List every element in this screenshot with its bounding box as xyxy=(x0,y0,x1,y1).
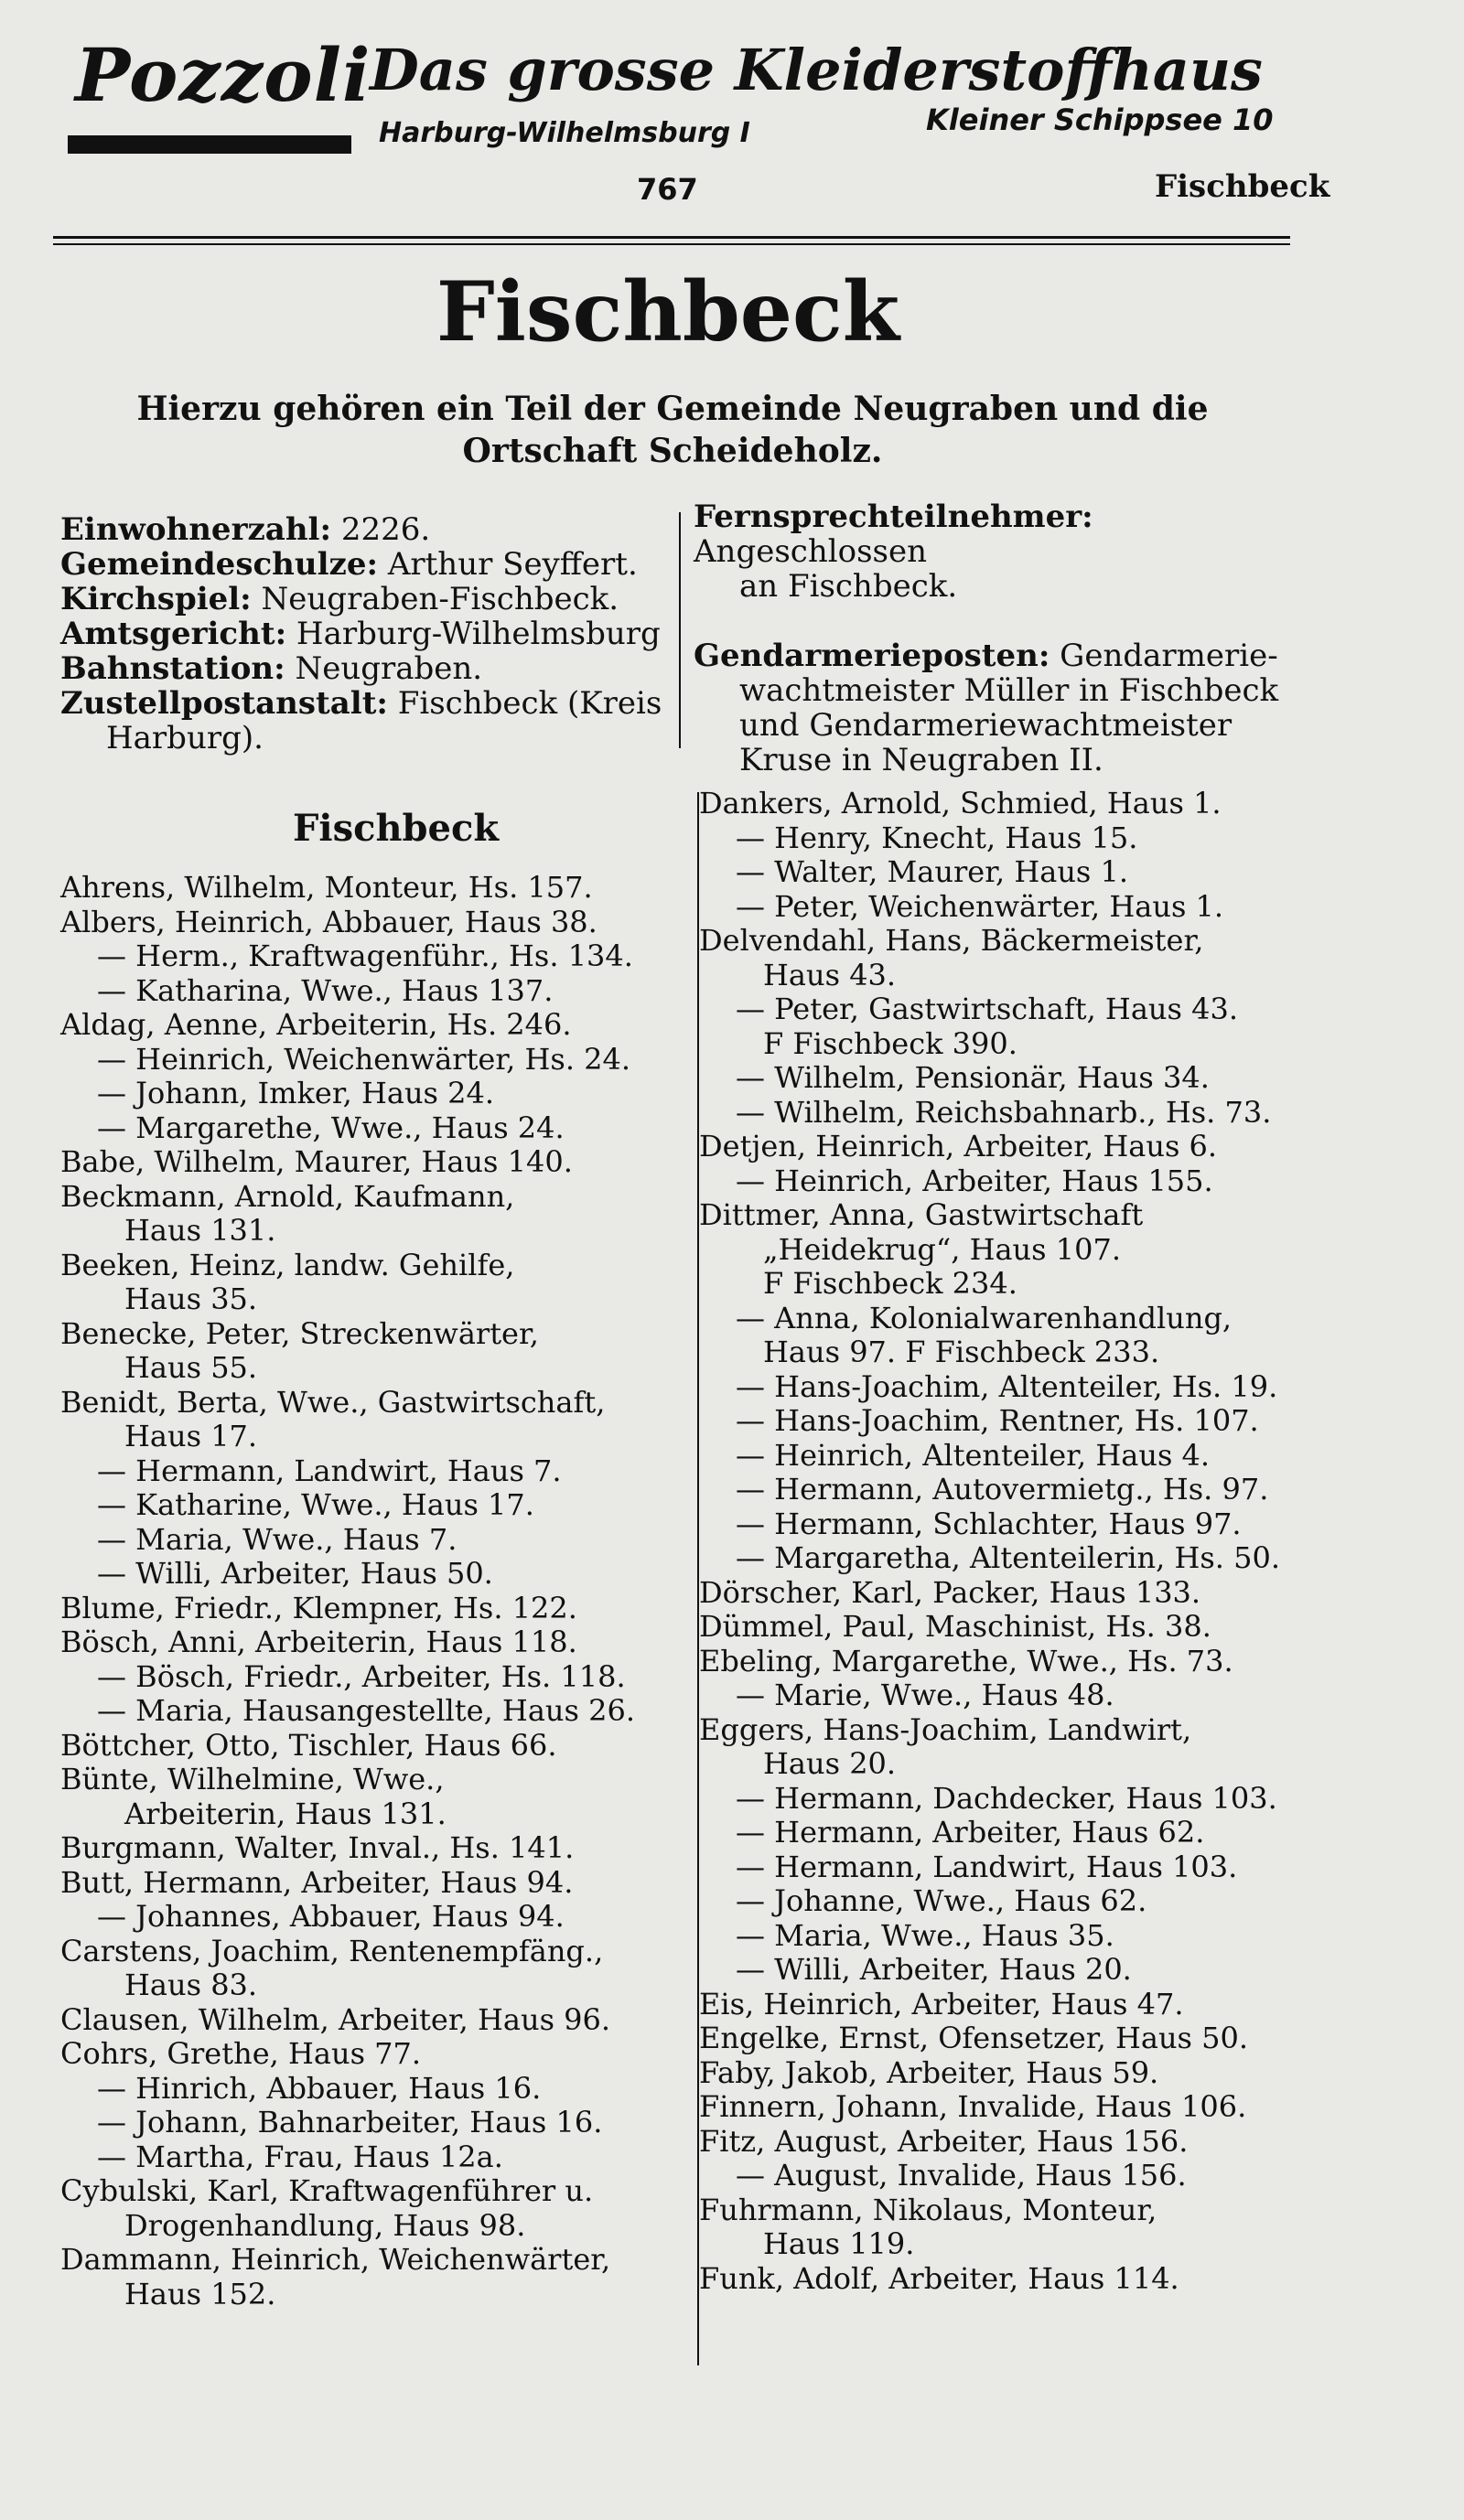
directory-entry: Fuhrmann, Nikolaus, Monteur, xyxy=(699,2192,1157,2227)
info-label: Einwohnerzahl: xyxy=(60,511,332,548)
directory-entry: Aldag, Aenne, Arbeiterin, Hs. 246. xyxy=(60,1007,572,1042)
directory-entry: — Hermann, Landwirt, Haus 103. xyxy=(736,1849,1238,1884)
entry-continuation: Haus 55. xyxy=(124,1350,258,1385)
directory-entry: Butt, Hermann, Arbeiter, Haus 94. xyxy=(60,1864,574,1900)
directory-entry: — Johanne, Wwe., Haus 62. xyxy=(736,1883,1147,1918)
directory-entry: — Johann, Bahnarbeiter, Haus 16. xyxy=(97,2105,603,2139)
directory-entry: Delvendahl, Hans, Bäckermeister, xyxy=(699,923,1204,958)
directory-entry: — Margarethe, Wwe., Haus 24. xyxy=(97,1110,565,1145)
info-line xyxy=(60,686,664,721)
info-value: Neugraben. xyxy=(285,650,483,687)
directory-entry: Albers, Heinrich, Abbauer, Haus 38. xyxy=(60,904,597,939)
directory-entry: — Maria, Wwe., Haus 35. xyxy=(736,1917,1114,1953)
info-value: Arthur Seyffert. xyxy=(378,546,638,583)
directory-entry: — Hermann, Dachdecker, Haus 103. xyxy=(736,1780,1277,1816)
directory-entry: — Hermann, Arbeiter, Haus 62. xyxy=(736,1815,1205,1850)
entry-continuation: Drogenhandlung, Haus 98. xyxy=(124,2207,526,2243)
entry-continuation: F Fischbeck 234. xyxy=(763,1266,1017,1301)
directory-entry: — August, Invalide, Haus 156. xyxy=(736,2158,1187,2193)
directory-entry: Eggers, Hans-Joachim, Landwirt, xyxy=(699,1711,1192,1747)
directory-entry: Faby, Jakob, Arbeiter, Haus 59. xyxy=(699,2054,1159,2090)
ad-brand-name: Pozzoli xyxy=(75,32,371,118)
directory-entry: Bösch, Anni, Arbeiterin, Haus 118. xyxy=(60,1625,577,1659)
entry-continuation: Haus 35. xyxy=(124,1281,258,1316)
directory-entry: — Walter, Maurer, Haus 1. xyxy=(736,854,1129,889)
directory-entry: Benidt, Berta, Wwe., Gastwirtschaft, xyxy=(60,1384,606,1420)
directory-entry: Dammann, Heinrich, Weichenwärter, xyxy=(60,2242,611,2277)
directory-entry: — Wilhelm, Reichsbahnarb., Hs. 73. xyxy=(736,1094,1272,1130)
header-rule-thin xyxy=(53,243,1290,245)
directory-entry: Beckmann, Arnold, Kaufmann, xyxy=(60,1178,515,1214)
directory-entry: Cybulski, Karl, Kraftwagenführer u. xyxy=(60,2173,594,2208)
directory-entry: — Martha, Frau, Haus 12a. xyxy=(97,2139,503,2174)
directory-entry: Benecke, Peter, Streckenwärter, xyxy=(60,1315,539,1351)
directory-entry: — Margaretha, Altenteilerin, Hs. 50. xyxy=(736,1540,1280,1575)
directory-entry: Burgmann, Walter, Inval., Hs. 141. xyxy=(60,1830,575,1865)
info-line xyxy=(60,617,664,651)
directory-entry: Fitz, August, Arbeiter, Haus 156. xyxy=(699,2123,1189,2159)
directory-entry: — Katharine, Wwe., Haus 17. xyxy=(97,1487,534,1522)
info-line xyxy=(60,651,664,686)
info-line xyxy=(60,547,664,582)
info-value: an Fischbeck. xyxy=(739,568,958,605)
directory-entry: Ebeling, Margarethe, Wwe., Hs. 73. xyxy=(699,1643,1233,1678)
info-line xyxy=(60,721,664,756)
section-heading: Fischbeck xyxy=(293,807,500,850)
header-rule xyxy=(53,236,1290,239)
info-value: Kruse in Neugraben II. xyxy=(739,742,1103,778)
directory-entry: — Heinrich, Altenteiler, Haus 4. xyxy=(736,1437,1211,1473)
info-label: Fernsprechteilnehmer: xyxy=(694,499,1093,535)
directory-entry: — Maria, Hausangestellte, Haus 26. xyxy=(97,1693,635,1728)
directory-entry: Carstens, Joachim, Rentenempfäng., xyxy=(60,1933,604,1968)
directory-entry: — Katharina, Wwe., Haus 137. xyxy=(97,972,554,1008)
info-value: Fischbeck (Kreis xyxy=(387,685,662,722)
directory-entry: — Wilhelm, Pensionär, Haus 34. xyxy=(736,1060,1210,1095)
directory-entry: Dörscher, Karl, Packer, Haus 133. xyxy=(699,1574,1201,1610)
directory-entry: Clausen, Wilhelm, Arbeiter, Haus 96. xyxy=(60,2001,611,2037)
directory-entry: — Johannes, Abbauer, Haus 94. xyxy=(97,1899,565,1934)
info-label: Amtsgericht: xyxy=(60,616,287,652)
directory-entry: Beeken, Heinz, landw. Gehilfe, xyxy=(60,1247,515,1282)
column-divider-top xyxy=(679,512,681,748)
info-value: Angeschlossen xyxy=(694,533,927,570)
directory-entry: Cohrs, Grethe, Haus 77. xyxy=(60,2036,422,2071)
info-line xyxy=(694,708,1297,743)
directory-entry: Detjen, Heinrich, Arbeiter, Haus 6. xyxy=(699,1129,1218,1163)
info-line xyxy=(694,638,1297,673)
info-line xyxy=(694,604,1297,638)
page-number: 767 xyxy=(637,172,698,207)
listing-column-left xyxy=(60,871,683,2311)
info-label: Bahnstation: xyxy=(60,650,285,687)
info-value: Gendarmerie- xyxy=(1050,638,1278,674)
page-title: Fischbeck xyxy=(436,263,900,360)
info-line xyxy=(694,569,1297,604)
info-value: 2226. xyxy=(331,511,431,548)
info-value: und Gendarmeriewachtmeister xyxy=(739,707,1233,744)
directory-entry: — Heinrich, Weichenwärter, Hs. 24. xyxy=(97,1041,631,1077)
info-label: Kirchspiel: xyxy=(60,581,252,617)
directory-entry: — Anna, Kolonialwarenhandlung, xyxy=(736,1300,1233,1335)
info-line xyxy=(694,673,1297,708)
info-line xyxy=(60,512,664,547)
info-block-right xyxy=(694,499,1297,777)
directory-entry: — Johann, Imker, Haus 24. xyxy=(97,1076,495,1110)
directory-entry: — Bösch, Friedr., Arbeiter, Hs. 118. xyxy=(97,1658,626,1694)
entry-continuation: F Fischbeck 390. xyxy=(763,1025,1017,1061)
info-value: Harburg-Wilhelmsburg xyxy=(286,616,661,652)
entry-continuation: Arbeiterin, Haus 131. xyxy=(124,1796,447,1831)
directory-entry: — Hinrich, Abbauer, Haus 16. xyxy=(97,2070,542,2106)
directory-entry: Babe, Wilhelm, Maurer, Haus 140. xyxy=(60,1144,573,1179)
info-line xyxy=(694,743,1297,777)
directory-entry: Dittmer, Anna, Gastwirtschaft xyxy=(699,1197,1144,1232)
running-head: Fischbeck xyxy=(1155,168,1330,205)
directory-entry: — Marie, Wwe., Haus 48. xyxy=(736,1678,1114,1712)
directory-entry: Finnern, Johann, Invalide, Haus 106. xyxy=(699,2089,1247,2124)
ad-slogan: Das grosse Kleiderstoffhaus xyxy=(370,37,1263,103)
page-subtitle: Hierzu gehören ein Teil der Gemeinde Neugraben und die Ortschaft Scheideholz. xyxy=(136,390,1209,470)
directory-entry: — Peter, Gastwirtschaft, Haus 43. xyxy=(736,992,1238,1026)
directory-entry: — Herm., Kraftwagenführ., Hs. 134. xyxy=(97,938,633,973)
directory-entry: Engelke, Ernst, Ofensetzer, Haus 50. xyxy=(699,2021,1249,2055)
directory-entry: Böttcher, Otto, Tischler, Haus 66. xyxy=(60,1727,557,1763)
ad-street: Kleiner Schippsee 10 xyxy=(926,102,1274,137)
directory-entry: Eis, Heinrich, Arbeiter, Haus 47. xyxy=(699,1986,1184,2021)
directory-entry: — Peter, Weichenwärter, Haus 1. xyxy=(736,888,1224,924)
entry-continuation: Haus 43. xyxy=(763,957,897,992)
entry-continuation: Haus 97. F Fischbeck 233. xyxy=(763,1335,1160,1369)
entry-continuation: Haus 20. xyxy=(763,1746,897,1781)
directory-entry: — Hans-Joachim, Altenteiler, Hs. 19. xyxy=(736,1368,1278,1404)
directory-entry: Funk, Adolf, Arbeiter, Haus 114. xyxy=(699,2260,1179,2296)
directory-entry: — Willi, Arbeiter, Haus 50. xyxy=(97,1556,493,1591)
info-line xyxy=(60,582,664,617)
entry-continuation: Haus 17. xyxy=(124,1419,258,1453)
info-value: Harburg). xyxy=(106,720,264,756)
directory-entry: — Willi, Arbeiter, Haus 20. xyxy=(736,1952,1132,1987)
info-block-left xyxy=(60,512,664,756)
info-value: wachtmeister Müller in Fischbeck xyxy=(739,672,1279,709)
info-line xyxy=(694,499,1297,569)
info-label: Gendarmerieposten: xyxy=(694,638,1050,674)
info-value: Neugraben-Fischbeck. xyxy=(251,581,619,617)
directory-entry: Bünte, Wilhelmine, Wwe., xyxy=(60,1762,445,1796)
directory-entry: Blume, Friedr., Klempner, Hs. 122. xyxy=(60,1590,577,1625)
info-label: Zustellpostanstalt: xyxy=(60,685,388,722)
directory-entry: — Heinrich, Arbeiter, Haus 155. xyxy=(736,1163,1213,1198)
info-value xyxy=(694,603,704,639)
directory-entry: — Maria, Wwe., Haus 7. xyxy=(97,1521,458,1557)
entry-continuation: Haus 152. xyxy=(124,2276,276,2311)
entry-continuation: Haus 131. xyxy=(124,1213,276,1248)
directory-entry: Dümmel, Paul, Maschinist, Hs. 38. xyxy=(699,1609,1211,1644)
directory-entry: Dankers, Arnold, Schmied, Haus 1. xyxy=(699,786,1222,820)
directory-entry: — Hermann, Autovermietg., Hs. 97. xyxy=(736,1472,1269,1507)
entry-continuation: „Heidekrug“, Haus 107. xyxy=(763,1231,1121,1267)
listing-column-right xyxy=(699,787,1358,2296)
ad-underline-bar xyxy=(68,135,351,154)
directory-entry: — Hans-Joachim, Rentner, Hs. 107. xyxy=(736,1403,1259,1438)
directory-entry: Ahrens, Wilhelm, Monteur, Hs. 157. xyxy=(60,870,593,905)
ad-city: Harburg-Wilhelmsburg I xyxy=(379,117,750,149)
directory-entry: — Henry, Knecht, Haus 15. xyxy=(736,820,1138,855)
info-label: Gemeindeschulze: xyxy=(60,546,379,583)
directory-entry: — Hermann, Schlachter, Haus 97. xyxy=(736,1506,1242,1541)
entry-continuation: Haus 83. xyxy=(124,1968,258,2002)
entry-continuation: Haus 119. xyxy=(763,2226,915,2261)
directory-entry: — Hermann, Landwirt, Haus 7. xyxy=(97,1453,562,1488)
